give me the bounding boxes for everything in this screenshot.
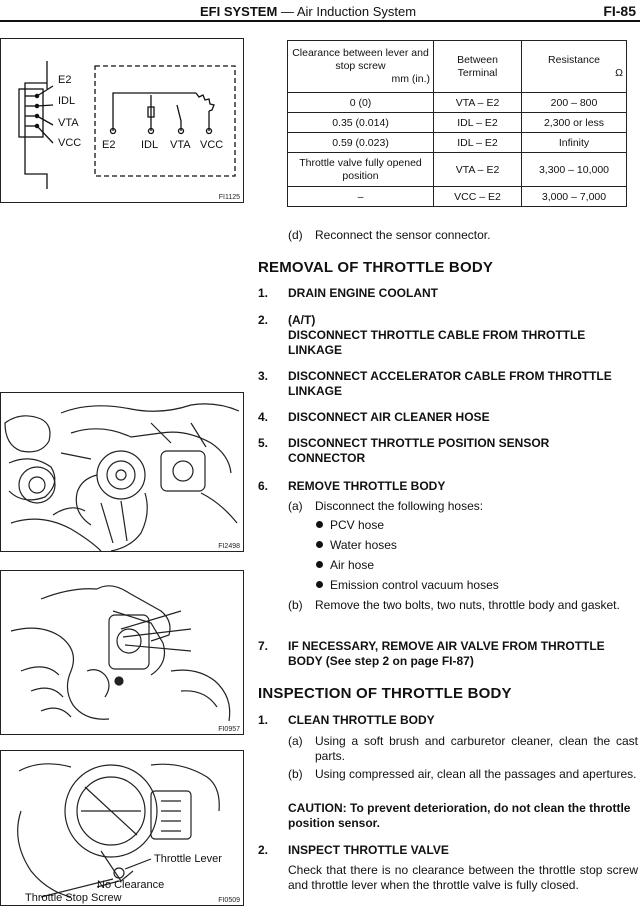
cell-terminal: VCC – E2 [434,187,522,207]
inspection-heading: INSPECTION OF THROTTLE BODY [258,685,512,702]
resistance-spec-table [287,40,627,207]
engine-illustration [0,392,244,552]
removal-heading: REMOVAL OF THROTTLE BODY [258,259,494,276]
header-section: EFI SYSTEM [200,4,278,19]
step6-sub-a: (a) Disconnect the following hoses: [288,499,484,513]
table-row [288,133,627,153]
header-terminal: Between Terminal [434,41,522,93]
terminal-label-e2: E2 [102,139,116,151]
removal-step: 4. DISCONNECT AIR CLEANER HOSE [258,410,490,424]
cell-resistance: Infinity [522,133,627,153]
cell-clearance: – [288,187,434,207]
header-separator: — [280,4,294,19]
cell-clearance: Throttle valve fully opened position [288,153,434,187]
header-subtitle: Air Induction System [296,4,417,19]
header-clearance: Clearance between lever and stop screw mm (in.) [288,41,434,93]
caution-text: To prevent deterioration, do not clean the throttle position sensor. [288,801,631,830]
removal-step: 1. DRAIN ENGINE COOLANT [258,286,438,300]
removal-step: 3. DISCONNECT ACCELERATOR CABLE FROM THROTTLE LINKAGE [258,369,612,398]
header-resistance: Resistance Ω [522,41,627,93]
list-item: PCV hose [316,518,384,533]
page-header [0,0,640,22]
inspection-step: 1. CLEAN THROTTLE BODY [258,713,435,727]
step6-sub-b: (b) Remove the two bolts, two nuts, throttle body and gasket. [288,598,620,612]
figure-code: FI0509 [218,897,240,904]
header-ohm: Ω [615,66,623,79]
figure-code: FI0957 [218,726,240,733]
figure-code: FI1125 [218,194,240,201]
page-number: FI-85 [603,3,636,19]
cell-clearance: 0.35 (0.014) [288,113,434,133]
cell-resistance: 3,300 – 10,000 [522,153,627,187]
list-item: Emission control vacuum hoses [316,578,499,593]
bullet-icon [316,541,323,548]
hose-removal-illustration [0,570,244,735]
throttle-body-illustration [0,750,244,906]
note-text: Reconnect the sensor connector. [315,228,491,242]
bullet-icon [316,521,323,528]
cell-terminal: IDL – E2 [434,133,522,153]
removal-step: 7. IF NECESSARY, REMOVE AIR VALVE FROM THROTTLE BODY (See step 2 on page FI-87) [258,639,605,668]
callout-throttle-stop-screw: Throttle Stop Screw [25,892,122,904]
terminal-label-idl: IDL [141,139,159,151]
cell-resistance: 200 – 800 [522,93,627,113]
bullet-icon [316,581,323,588]
cell-resistance: 2,300 or less [522,113,627,133]
table-row [288,153,627,187]
step1-sub-b: (b) Using compressed air, clean all the passages and apertures. [288,767,637,781]
table-row [288,93,627,113]
cell-terminal: IDL – E2 [434,113,522,133]
callout-no-clearance: No Clearance [97,879,165,891]
header-rule [0,20,640,22]
wiring-svg [1,39,244,203]
table-header-row [288,41,627,93]
pin-label-vta: VTA [58,117,79,129]
header-units: mm (in.) [391,73,430,85]
removal-step: 5. DISCONNECT THROTTLE POSITION SENSOR CONNECTOR [258,436,550,465]
pin-label-e2: E2 [58,74,72,86]
note-mark: (d) [288,228,303,242]
cell-clearance: 0.59 (0.023) [288,133,434,153]
inspection-step: 2. INSPECT THROTTLE VALVE [258,843,449,857]
bullet-icon [316,561,323,568]
removal-step: 6. REMOVE THROTTLE BODY [258,479,446,493]
list-item: Water hoses [316,538,397,553]
note-reconnect [288,228,638,243]
cell-terminal: VTA – E2 [434,93,522,113]
engine-svg [1,393,244,552]
step1-sub-a: (a) Using a soft brush and carburetor cleaner, clean the cast parts. [288,734,638,763]
caution-note [288,801,638,831]
caution-label: CAUTION: [288,801,347,815]
terminal-label-vta: VTA [170,139,191,151]
step2-body: Check that there is no clearance between the throttle stop screw and throttle lever when the throttle valve is fully closed. [288,863,638,892]
cell-resistance: 3,000 – 7,000 [522,187,627,207]
table-row [288,113,627,133]
list-item: Air hose [316,558,374,573]
figure-code: FI2498 [218,543,240,550]
header-title [200,4,416,19]
wiring-diagram [0,38,244,203]
terminal-label-vcc: VCC [200,139,224,151]
cell-terminal: VTA – E2 [434,153,522,187]
removal-step: 2. (A/T) DISCONNECT THROTTLE CABLE FROM THROTTLE LINKAGE [258,313,586,357]
pin-label-idl: IDL [58,95,76,107]
table-row [288,187,627,207]
pin-label-vcc: VCC [58,137,82,149]
cell-clearance: 0 (0) [288,93,434,113]
callout-throttle-lever: Throttle Lever [154,853,222,865]
hose-svg [1,571,244,735]
